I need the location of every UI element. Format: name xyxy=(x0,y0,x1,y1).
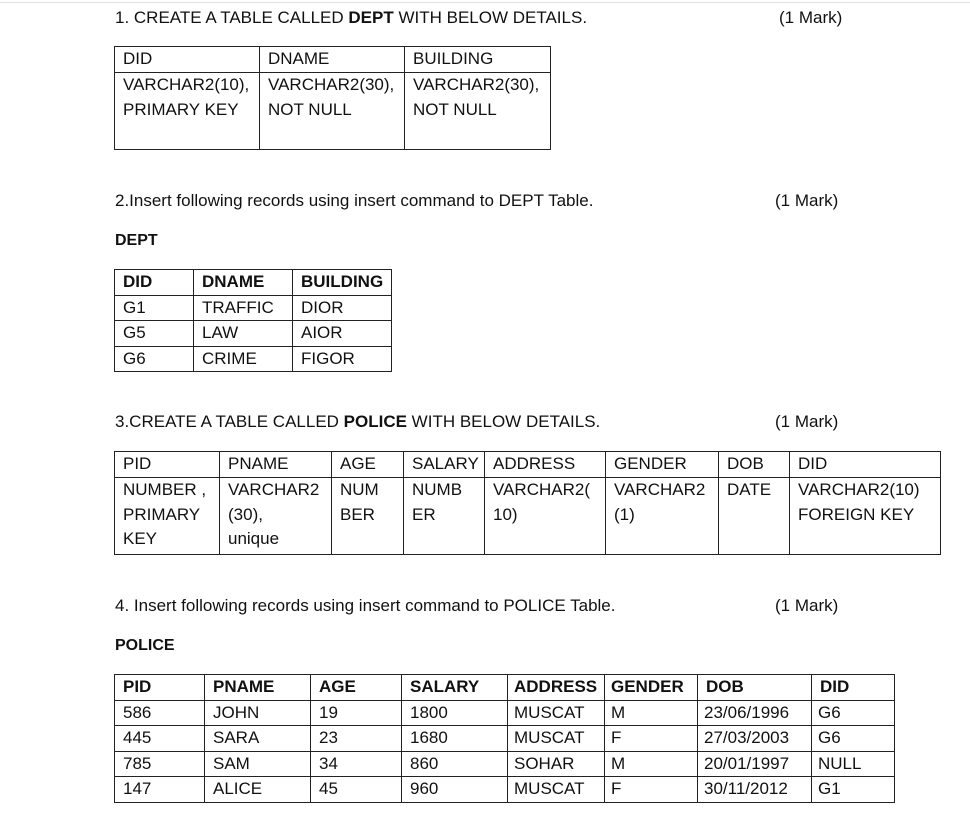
definition-line: NOT NULL xyxy=(413,99,497,119)
table-cell: M xyxy=(605,700,698,726)
table-row xyxy=(115,295,392,321)
table-cell: F xyxy=(605,777,698,803)
q1-text-post: WITH BELOW DETAILS. xyxy=(393,8,588,27)
header-cell: DOB xyxy=(719,452,790,478)
table-cell: G6 xyxy=(812,726,895,752)
definition-line: PRIMARY xyxy=(123,504,201,524)
definition-line: VARCHAR2(30), xyxy=(268,75,395,94)
header-cell: DOB xyxy=(698,675,812,701)
table-cell: 586 xyxy=(115,700,205,726)
question-2-mark: (1 Mark) xyxy=(775,191,839,210)
table-cell: 19 xyxy=(311,700,402,726)
table-cell: 785 xyxy=(115,751,205,777)
police-definition-table xyxy=(114,451,941,555)
table-header-row xyxy=(115,270,392,296)
table-row xyxy=(115,700,895,726)
definition-line: VARCHAR2 xyxy=(614,480,706,499)
header-cell: GENDER xyxy=(606,452,719,478)
table-cell: 960 xyxy=(402,777,508,803)
definition-cell xyxy=(485,478,606,555)
question-1-mark: (1 Mark) xyxy=(779,8,843,27)
question-4-mark: (1 Mark) xyxy=(775,596,839,615)
header-cell: DID xyxy=(812,675,895,701)
definition-line: NUM xyxy=(340,480,379,499)
header-cell: SALARY xyxy=(404,452,485,478)
table-cell: 445 xyxy=(115,726,205,752)
dept-definition-table xyxy=(114,46,551,150)
question-2-text: 2.Insert following records using insert command to DEPT Table. xyxy=(115,191,594,210)
question-3-mark: (1 Mark) xyxy=(775,412,839,431)
table-cell: 1800 xyxy=(402,700,508,726)
q1-text-pre: 1. CREATE A TABLE CALLED xyxy=(115,8,349,27)
definition-line: VARCHAR2( xyxy=(493,480,590,499)
table-cell: SARA xyxy=(205,726,311,752)
table-cell: 23 xyxy=(311,726,402,752)
definition-cell xyxy=(790,478,941,555)
definition-line: unique xyxy=(228,529,280,548)
table-row xyxy=(115,73,551,150)
table-cell: 27/03/2003 xyxy=(698,726,812,752)
header-cell: BUILDING xyxy=(293,270,392,296)
header-cell: PNAME xyxy=(220,452,332,478)
header-cell: DNAME xyxy=(194,270,293,296)
table-cell: 30/11/2012 xyxy=(698,777,812,803)
header-cell: AGE xyxy=(311,675,402,701)
dept-records-table xyxy=(114,269,392,372)
definition-cell xyxy=(115,73,260,150)
definition-cell xyxy=(260,73,405,150)
header-cell: DID xyxy=(115,47,260,73)
definition-cell xyxy=(220,478,332,555)
question-3-text xyxy=(115,412,600,432)
table-cell: 34 xyxy=(311,751,402,777)
definition-line: FOREIGN KEY xyxy=(798,504,915,524)
table-cell: 860 xyxy=(402,751,508,777)
definition-line: VARCHAR2(10), xyxy=(123,75,250,94)
definition-line: BER xyxy=(340,504,375,524)
definition-cell xyxy=(115,478,220,555)
table-cell: MUSCAT xyxy=(508,777,605,803)
definition-line: NUMBER , xyxy=(123,480,207,499)
header-cell: SALARY xyxy=(402,675,508,701)
dept-table-title: DEPT xyxy=(115,232,158,249)
table-cell: MUSCAT xyxy=(508,700,605,726)
question-4-text: 4. Insert following records using insert command to POLICE Table. xyxy=(115,596,616,615)
table-header-row xyxy=(115,452,941,478)
definition-cell xyxy=(719,478,790,555)
definition-line: 10) xyxy=(493,504,518,524)
q1-text-table-name: DEPT xyxy=(348,8,394,27)
table-cell: G5 xyxy=(115,321,194,347)
table-cell: F xyxy=(605,726,698,752)
definition-cell xyxy=(404,478,485,555)
q3-text-post: WITH BELOW DETAILS. xyxy=(406,412,601,431)
header-cell: DID xyxy=(790,452,941,478)
page-top-border xyxy=(0,2,970,3)
table-row xyxy=(115,726,895,752)
definition-line: (30), xyxy=(228,504,263,524)
header-cell: AGE xyxy=(332,452,404,478)
q3-text-table-name: POLICE xyxy=(343,412,407,431)
table-cell: FIGOR xyxy=(293,346,392,372)
table-cell: 147 xyxy=(115,777,205,803)
question-1-text xyxy=(115,8,587,28)
definition-line: NUMB xyxy=(412,480,463,499)
table-row xyxy=(115,346,392,372)
q3-text-pre: 3.CREATE A TABLE CALLED xyxy=(115,412,344,431)
definition-line: PRIMARY KEY xyxy=(123,99,239,119)
police-table-title: POLICE xyxy=(115,637,175,654)
table-cell: JOHN xyxy=(205,700,311,726)
table-cell: G6 xyxy=(115,346,194,372)
table-cell: G6 xyxy=(812,700,895,726)
table-cell: AIOR xyxy=(293,321,392,347)
table-cell: SAM xyxy=(205,751,311,777)
table-cell: SOHAR xyxy=(508,751,605,777)
table-cell: LAW xyxy=(194,321,293,347)
definition-cell xyxy=(405,73,551,150)
header-cell: PID xyxy=(115,675,205,701)
table-cell: CRIME xyxy=(194,346,293,372)
definition-line: KEY xyxy=(123,529,158,548)
header-cell: ADDRESS xyxy=(485,452,606,478)
table-row xyxy=(115,321,392,347)
table-cell: MUSCAT xyxy=(508,726,605,752)
table-cell: 45 xyxy=(311,777,402,803)
table-row xyxy=(115,478,941,555)
definition-line: ER xyxy=(412,504,436,524)
definition-cell xyxy=(332,478,404,555)
definition-line: VARCHAR2(10) xyxy=(798,480,920,499)
definition-line: (1) xyxy=(614,504,635,524)
definition-cell xyxy=(606,478,719,555)
definition-line: NOT NULL xyxy=(268,99,352,119)
table-cell: ALICE xyxy=(205,777,311,803)
table-cell: 20/01/1997 xyxy=(698,751,812,777)
police-records-table xyxy=(114,674,895,803)
header-cell: PID xyxy=(115,452,220,478)
header-cell: PNAME xyxy=(205,675,311,701)
table-header-row xyxy=(115,675,895,701)
table-cell: G1 xyxy=(115,295,194,321)
header-cell: ADDRESS xyxy=(508,675,605,701)
table-cell: G1 xyxy=(812,777,895,803)
table-header-row xyxy=(115,47,551,73)
table-cell: 1680 xyxy=(402,726,508,752)
table-cell: NULL xyxy=(812,751,895,777)
table-row xyxy=(115,751,895,777)
header-cell: DID xyxy=(115,270,194,296)
header-cell: DNAME xyxy=(260,47,405,73)
table-cell: TRAFFIC xyxy=(194,295,293,321)
table-cell: M xyxy=(605,751,698,777)
definition-line: DATE xyxy=(727,480,772,499)
definition-line: VARCHAR2(30), xyxy=(413,75,540,94)
table-cell: 23/06/1996 xyxy=(698,700,812,726)
definition-line: VARCHAR2 xyxy=(228,480,320,499)
header-cell: BUILDING xyxy=(405,47,551,73)
table-cell: DIOR xyxy=(293,295,392,321)
table-row xyxy=(115,777,895,803)
header-cell: GENDER xyxy=(605,675,698,701)
